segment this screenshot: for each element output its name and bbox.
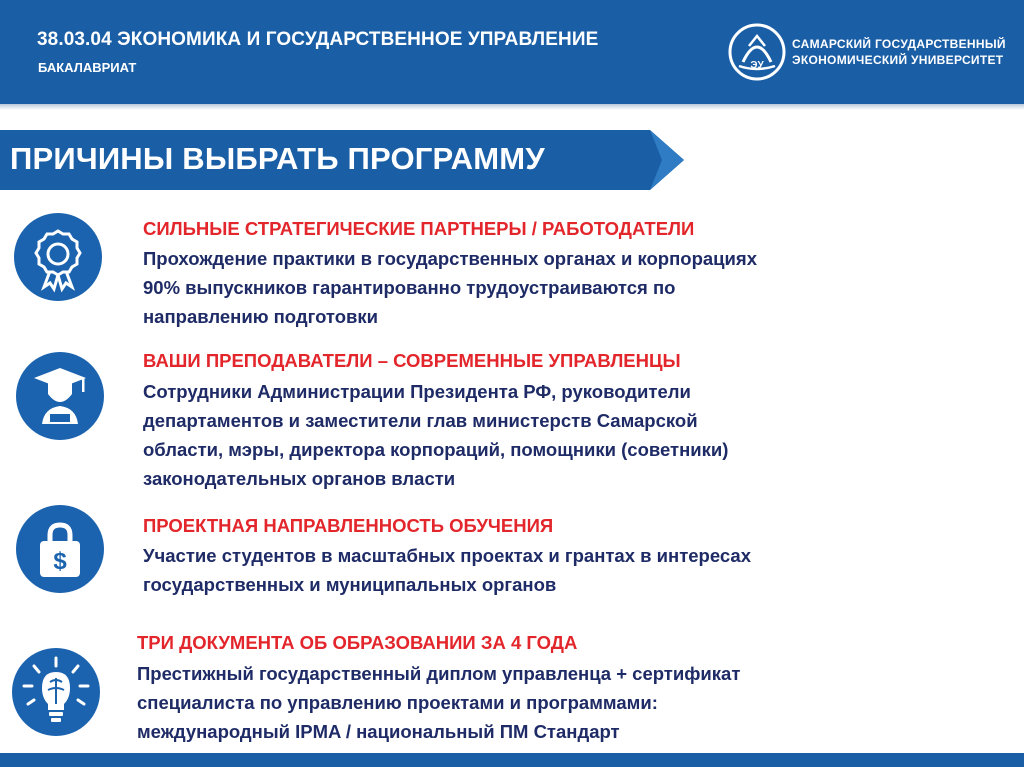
item-line: департаментов и заместители глав министерств Самарской: [143, 410, 698, 431]
item-line: Сотрудники Администрации Президента РФ, руководители: [143, 381, 691, 402]
item-line: 90% выпускников гарантированно трудоустраиваются по: [143, 277, 676, 298]
program-level-label: БАКАЛАВРИАТ: [38, 60, 137, 75]
section-title: ПРИЧИНЫ ВЫБРАТЬ ПРОГРАММУ: [10, 141, 545, 176]
university-name-line2: ЭКОНОМИЧЕСКИЙ УНИВЕРСИТЕТ: [792, 53, 1004, 67]
idea-bulb-icon: [12, 648, 100, 736]
item-title-partners: СИЛЬНЫЕ СТРАТЕГИЧЕСКИЕ ПАРТНЕРЫ / РАБОТОДАТЕЛИ: [143, 218, 695, 239]
program-code-title: 38.03.04 ЭКОНОМИКА И ГОСУДАРСТВЕННОЕ УПРАВЛЕНИЕ: [37, 29, 599, 50]
item-line: международный IPMA / национальный ПМ Стандарт: [137, 721, 620, 742]
bottom-bar: [0, 753, 1024, 767]
university-name: [792, 36, 1006, 68]
header-shadow: [0, 104, 1024, 110]
item-body-projects: [143, 541, 751, 599]
award-ribbon-icon: [14, 213, 102, 301]
svg-text:$: $: [53, 548, 67, 575]
item-title-teachers: ВАШИ ПРЕПОДАВАТЕЛИ – СОВРЕМЕННЫЕ УПРАВЛЕНЦЫ: [143, 350, 681, 371]
item-line: Престижный государственный диплом управленца + сертификат: [137, 663, 741, 684]
item-line: Прохождение практики в государственных органах и корпорациях: [143, 248, 758, 269]
item-line: специалиста по управлению проектами и программами:: [137, 692, 658, 713]
item-line: государственных и муниципальных органов: [143, 574, 557, 595]
university-logo-icon: [727, 22, 787, 82]
svg-text:ЭУ: ЭУ: [750, 60, 764, 71]
money-lock-icon: [16, 505, 104, 593]
item-line: Участие студентов в масштабных проектах и грантах в интересах: [143, 545, 751, 566]
item-title-projects: ПРОЕКТНАЯ НАПРАВЛЕННОСТЬ ОБУЧЕНИЯ: [143, 515, 554, 536]
item-body-documents: [137, 659, 740, 746]
item-body-partners: [143, 244, 757, 331]
item-title-documents: ТРИ ДОКУМЕНТА ОБ ОБРАЗОВАНИИ ЗА 4 ГОДА: [137, 632, 578, 653]
graduate-icon: [16, 352, 104, 440]
item-line: законодательных органов власти: [143, 468, 456, 489]
item-body-teachers: [143, 377, 728, 493]
university-name-line1: САМАРСКИЙ ГОСУДАРСТВЕННЫЙ: [792, 37, 1006, 51]
item-line: направлению подготовки: [143, 306, 379, 327]
item-line: области, мэры, директора корпораций, помощники (советники): [143, 439, 729, 460]
